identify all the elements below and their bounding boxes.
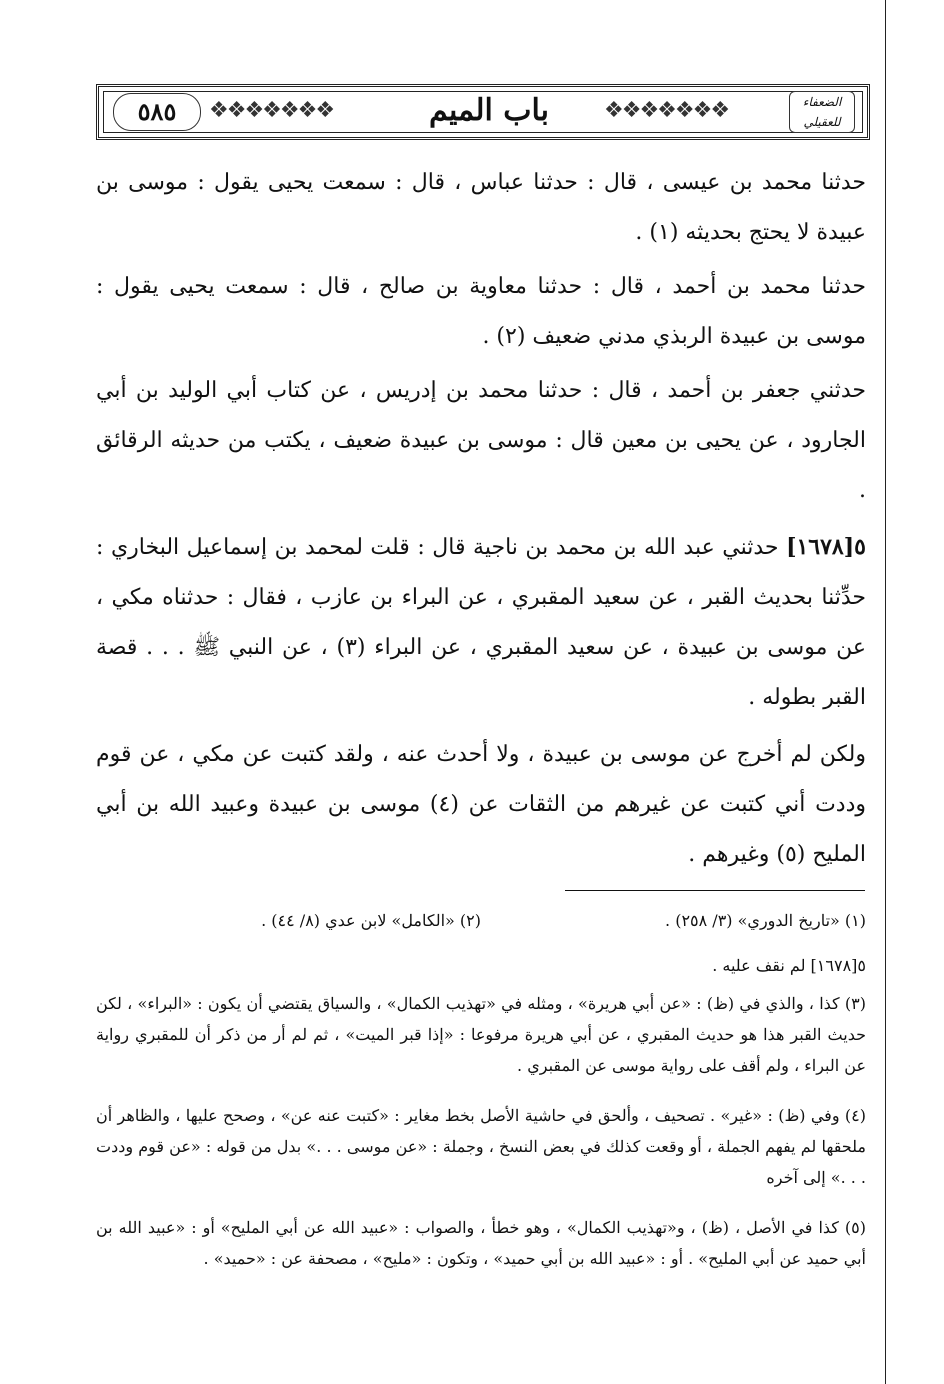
ornament-right: ❖❖❖❖❖❖❖: [604, 98, 729, 123]
paragraph-text: حدثني عبد الله بن محمد بن ناجية قال : قلت لمحمد بن إسماعيل البخاري : حدِّثنا بحديث القبر ، عن سعيد المقبري ، عن البراء بن عازب ، فقال : حدثناه مكي ، عن موسى بن عبيدة ، عن سعيد المقبري ، عن البراء (٣) ، عن النبي ﷺ . . . قصة القبر بطوله .: [96, 535, 866, 710]
chapter-title: باب الميم: [428, 93, 549, 128]
footnote-text: (٥) كذا في الأصل ، (ظ) ، و«تهذيب الكمال» ، وهو خطأ ، والصواب : «عبيد الله عن أبي المليح» أو : «عبيد الله بن أبي حميد عن أبي المليح» . أو : «عبيد الله بن أبي حميد» ، وتكون : «مليح» ، مصحفة عن : «حميد» .: [96, 1218, 866, 1268]
paragraph-text: ولكن لم أخرج عن موسى بن عبيدة ، ولا أحدث عنه ، ولقد كتبت عن مكي ، عن قوم وددت أني كتبت عن غيرهم من الثقات عن (٤) موسى بن عبيدة وعبيد الله بن أبي المليح (٥) وغيرهم .: [96, 742, 867, 867]
footnote-text: (٣) كذا ، والذي في (ظ) : «عن أبي هريرة» ، ومثله في «تهذيب الكمال» ، والسياق يقتضي أن يكون : «البراء» ، لكن حديث القبر هذا هو حديث المقبري ، عن أبي هريرة مرفوعا : «إذا قبر الميت» ، ثم لم أر من ذكر أن للمقبري رواية عن البراء ، ولم أقف على رواية موسى عن المقبري .: [96, 994, 866, 1075]
footnote-separator: [565, 890, 865, 891]
paragraph-text: حدثنا محمد بن أحمد ، قال : حدثنا معاوية بن صالح ، قال : سمعت يحيى يقول : موسى بن عبيدة الربذي مدني ضعيف (٢) .: [96, 274, 867, 349]
paragraph-2: [96, 262, 866, 362]
paragraph-4: [96, 522, 866, 723]
footnote-4: [96, 1100, 866, 1193]
paragraph-1: [96, 158, 866, 258]
page-header: [96, 84, 870, 140]
paragraph-text: حدثني جعفر بن أحمد ، قال : حدثنا محمد بن إدريس ، عن كتاب أبي الوليد بن أبي الجارود ، عن يحيى بن معين قال : موسى بن عبيدة ضعيف ، يكتب من حديثه الرقائق .: [96, 378, 866, 503]
page-number: ٥٨٥: [113, 93, 201, 131]
footnote-2: (٢) «الكامل» لابن عدي (٨/ ٤٤) .: [261, 911, 481, 930]
paragraph-3: [96, 366, 866, 516]
footnote-text: (٤) وفي (ظ) : «غير» . تصحيف ، وألحق في حاشية الأصل بخط مغاير : «كتبت عنه عن» ، وصحح عليها ، والظاهر أن ملحقها لم يفهم الجملة ، أو وقعت كذلك في بعض النسخ ، وجملة : «عن موسى . . .» بدل من قوله : «عن قوم وددت . . .» إلى آخره: [96, 1106, 867, 1187]
footnote-3: [96, 988, 866, 1081]
footnote-1: (١) «تاريخ الدوري» (٣/ ٢٥٨) .: [665, 911, 866, 930]
paragraph-5: [96, 730, 866, 880]
footnote-hadith: [96, 950, 866, 981]
footnote-text: ٥[١٦٧٨] لم نقف عليه .: [712, 956, 866, 975]
hadith-number: ٥[١٦٧٨]: [786, 534, 866, 560]
paragraph-text: حدثنا محمد بن عيسى ، قال : حدثنا عباس ، قال : سمعت يحيى يقول : موسى بن عبيدة لا يحتج بحديثه (١) .: [96, 170, 866, 245]
ornament-left: ❖❖❖❖❖❖❖: [209, 98, 334, 123]
footnote-row: [96, 906, 866, 936]
book-title: الضعفاء للعقيلي: [789, 91, 855, 133]
footnote-5: [96, 1212, 866, 1274]
margin-rule: [885, 0, 886, 1384]
